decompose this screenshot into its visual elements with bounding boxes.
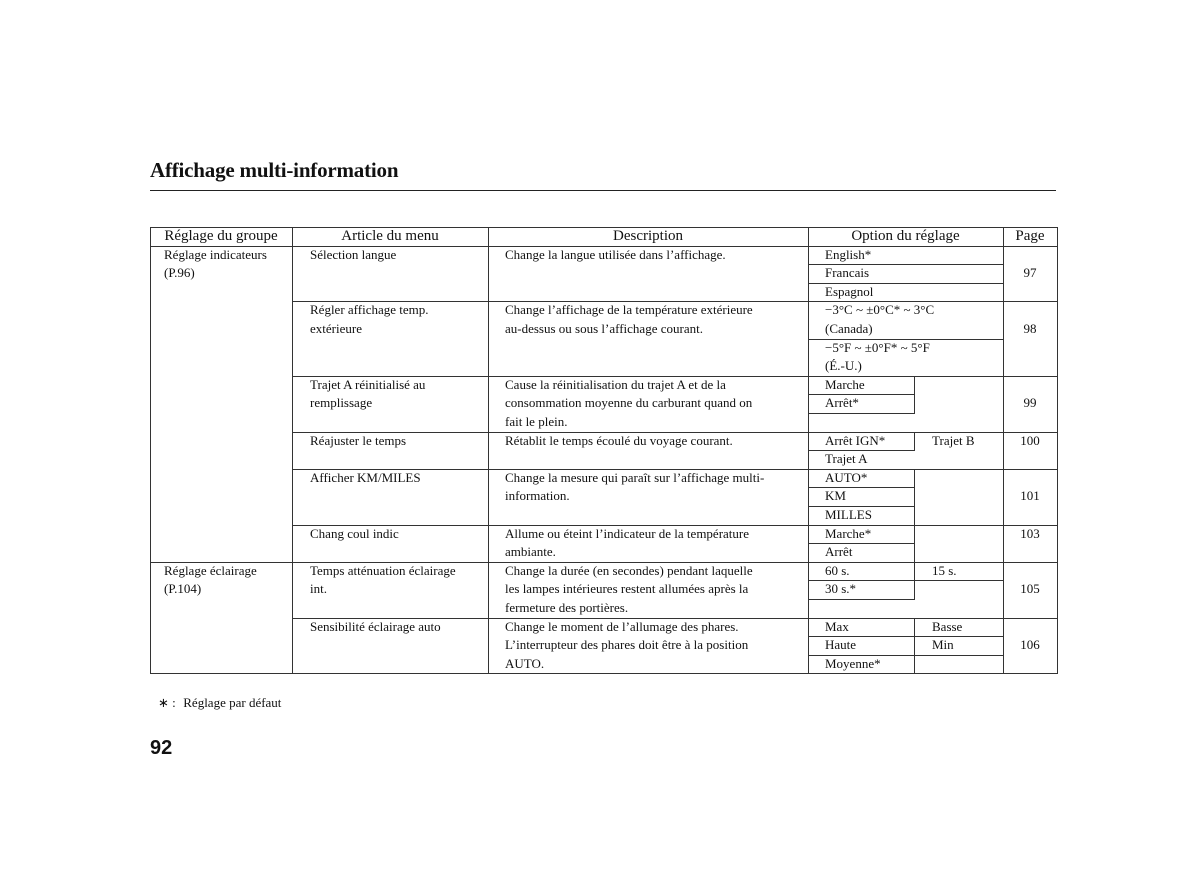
option: Marche* bbox=[825, 525, 872, 541]
description: Change la mesure qui paraît sur l’affichage multi- bbox=[505, 469, 765, 485]
table-rule bbox=[808, 487, 915, 488]
table-rule bbox=[292, 301, 1058, 302]
table-rule bbox=[292, 432, 1058, 433]
table-rule bbox=[808, 450, 915, 451]
page-ref: 103 bbox=[1020, 525, 1040, 541]
page-ref: 100 bbox=[1020, 432, 1040, 448]
option: AUTO* bbox=[825, 469, 868, 485]
description: ambiante. bbox=[505, 544, 556, 560]
option: Francais bbox=[825, 265, 870, 281]
group-ref: (P.96) bbox=[164, 265, 195, 281]
header-page: Page bbox=[1015, 228, 1045, 244]
menu-item: int. bbox=[310, 581, 327, 597]
description: Change le moment de l’allumage des phares. bbox=[505, 618, 739, 634]
table-rule bbox=[808, 339, 1004, 340]
description: AUTO. bbox=[505, 655, 545, 671]
description: au-dessus ou sous l’affichage courant. bbox=[505, 321, 703, 336]
page-ref: 98 bbox=[1023, 321, 1037, 336]
settings-table bbox=[150, 227, 1057, 673]
table-rule bbox=[808, 599, 915, 600]
title-rule bbox=[150, 190, 1056, 191]
footnote-symbol: ∗ : bbox=[158, 695, 176, 710]
header-menu: Article du menu bbox=[341, 228, 439, 244]
option: 15 s. bbox=[932, 562, 957, 578]
group-ref: (P.104) bbox=[164, 581, 202, 597]
option: Moyenne* bbox=[825, 655, 881, 671]
table-rule bbox=[292, 525, 1058, 526]
description: Rétablit le temps écoulé du voyage courant. bbox=[505, 432, 733, 448]
table-rule bbox=[914, 525, 915, 563]
description: Allume ou éteint l’indicateur de la température bbox=[505, 525, 750, 541]
description: Change la durée (en secondes) pendant laquelle bbox=[505, 562, 753, 578]
page-ref: 106 bbox=[1020, 637, 1040, 653]
option: Trajet B bbox=[932, 432, 975, 448]
option: (Canada) bbox=[825, 321, 873, 336]
menu-item: remplissage bbox=[310, 395, 373, 411]
menu-item: Trajet A réinitialisé au bbox=[310, 376, 426, 392]
option: (É.-U.) bbox=[825, 358, 862, 374]
description: Cause la réinitialisation du trajet A et de la bbox=[505, 376, 726, 392]
page-title: Affichage multi-information bbox=[150, 158, 399, 182]
description: Change la langue utilisée dans l’affichage. bbox=[505, 246, 726, 262]
table-rule bbox=[914, 618, 915, 674]
table-rule bbox=[808, 283, 1004, 284]
page-ref: 101 bbox=[1020, 488, 1040, 504]
menu-item: Sélection langue bbox=[310, 246, 397, 262]
table-rule bbox=[914, 469, 915, 526]
table-rule bbox=[808, 655, 1004, 656]
footnote bbox=[158, 695, 281, 711]
table-rule bbox=[808, 264, 1004, 265]
menu-item: Temps atténuation éclairage bbox=[310, 562, 456, 578]
header-description: Description bbox=[613, 228, 683, 244]
option: Haute bbox=[825, 637, 857, 653]
option: English* bbox=[825, 246, 872, 262]
table-rule bbox=[150, 227, 1058, 228]
table-rule bbox=[150, 673, 1058, 674]
option: Min bbox=[932, 637, 954, 653]
table-rule bbox=[914, 432, 915, 452]
group-name: Réglage indicateurs bbox=[164, 246, 267, 262]
table-rule bbox=[292, 618, 1058, 619]
description: Change l’affichage de la température extérieure bbox=[505, 302, 753, 318]
description: fait le plein. bbox=[505, 414, 568, 429]
menu-item: Réajuster le temps bbox=[310, 432, 407, 448]
description: consommation moyenne du carburant quand on bbox=[505, 395, 753, 411]
header-group: Réglage du groupe bbox=[164, 228, 278, 244]
header-option: Option du réglage bbox=[851, 228, 960, 244]
option: Marche bbox=[825, 376, 865, 392]
menu-item: Chang coul indic bbox=[310, 525, 399, 541]
table-rule bbox=[292, 376, 1058, 377]
description: L’interrupteur des phares doit être à la position bbox=[505, 637, 749, 653]
table-rule bbox=[1057, 227, 1058, 674]
table-rule bbox=[150, 246, 1058, 247]
table-rule bbox=[808, 394, 915, 395]
table-rule bbox=[914, 562, 915, 600]
table-rule bbox=[150, 227, 151, 674]
table-rule bbox=[292, 227, 293, 674]
option: Arrêt* bbox=[825, 395, 859, 411]
menu-item: extérieure bbox=[310, 321, 362, 336]
page-ref: 99 bbox=[1023, 395, 1037, 411]
table-rule bbox=[150, 562, 1058, 563]
table-rule bbox=[1003, 227, 1004, 674]
table-rule bbox=[488, 227, 489, 674]
menu-item: Régler affichage temp. bbox=[310, 302, 429, 318]
description: information. bbox=[505, 488, 570, 504]
page-ref: 105 bbox=[1020, 581, 1040, 597]
option: Trajet A bbox=[825, 451, 868, 467]
table-rule bbox=[914, 376, 915, 414]
option: −5°F ~ ±0°F* ~ 5°F bbox=[825, 339, 930, 355]
footnote-text: Réglage par défaut bbox=[183, 695, 282, 710]
menu-item: Sensibilité éclairage auto bbox=[310, 618, 441, 634]
description: fermeture des portières. bbox=[505, 600, 629, 615]
option: 60 s. bbox=[825, 562, 850, 578]
option: Basse bbox=[932, 618, 963, 634]
option: 30 s.* bbox=[825, 581, 857, 597]
option: Espagnol bbox=[825, 283, 874, 299]
table-rule bbox=[808, 580, 1004, 581]
table-rule bbox=[292, 469, 1058, 470]
group-name: Réglage éclairage bbox=[164, 562, 257, 578]
table-rule bbox=[808, 543, 915, 544]
menu-item: Afficher KM/MILES bbox=[310, 469, 421, 485]
table-rule bbox=[808, 636, 1004, 637]
table-rule bbox=[808, 413, 915, 414]
page-ref: 97 bbox=[1023, 265, 1037, 281]
option: −3°C ~ ±0°C* ~ 3°C bbox=[825, 302, 935, 318]
description: les lampes intérieures restent allumées après la bbox=[505, 581, 749, 597]
option: Arrêt bbox=[825, 544, 853, 560]
option: Arrêt IGN* bbox=[825, 432, 886, 448]
option: Max bbox=[825, 618, 849, 634]
option: KM bbox=[825, 488, 846, 504]
option: MILLES bbox=[825, 507, 872, 522]
page-number: 92 bbox=[150, 737, 173, 759]
table-rule bbox=[808, 506, 915, 507]
